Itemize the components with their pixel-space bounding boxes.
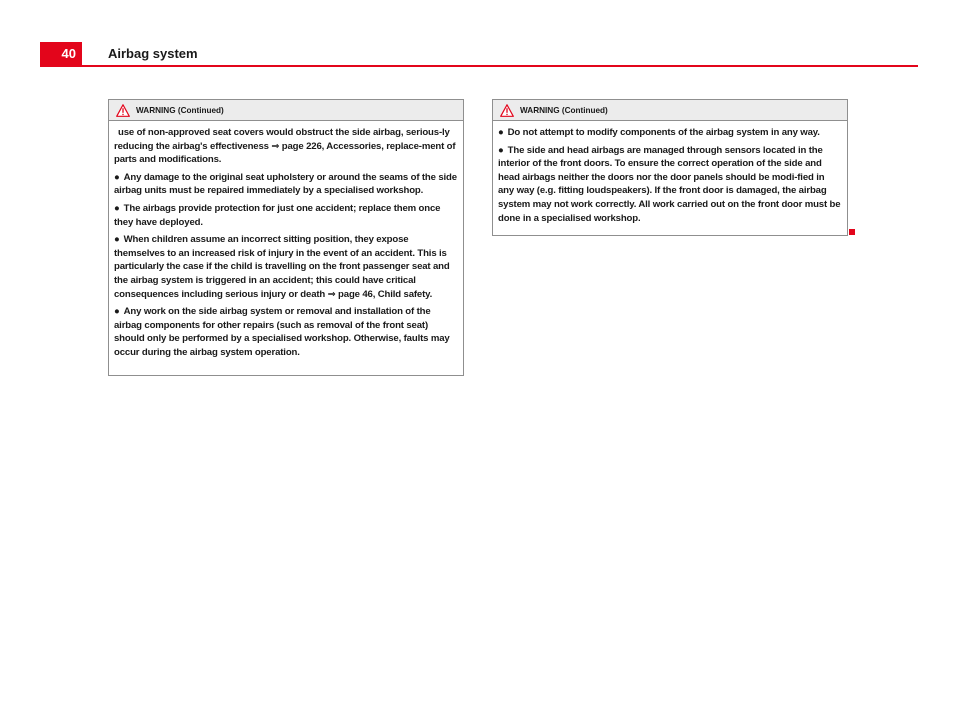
paragraph-text: The side and head airbags are managed through sensors located in the interior of the front doors. To ensure the correct operation of the side and head airbags neither the doors nor the door panels should be modi-fied in any way (e.g. fitting loudspeakers). If the front door is damaged, the airbag system may not work correctly. All work carried out on the front door must be done in a specialised workshop. (498, 144, 841, 224)
warning-paragraph (498, 144, 842, 226)
warning-paragraph (498, 126, 842, 140)
warning-header (493, 100, 847, 121)
bullet: ● (114, 234, 120, 246)
warning-box-right (492, 99, 848, 236)
bullet: ● (498, 144, 504, 156)
bullet: ● (114, 202, 120, 214)
warning-paragraph (114, 202, 458, 229)
warning-paragraph (114, 126, 458, 167)
section-title: Airbag system (108, 46, 198, 61)
bullet: ● (498, 127, 504, 138)
header-rule (40, 65, 918, 67)
paragraph-text: use of non-approved seat covers would obstruct the side airbag, serious-ly reducing the airbag's effectiveness ⇒ page 226, Accessories, replace-ment of parts and modifications. (114, 127, 456, 166)
warning-triangle-icon (500, 104, 514, 117)
warning-paragraph (114, 233, 458, 301)
bullet: ● (114, 171, 120, 183)
warning-triangle-icon (116, 104, 130, 117)
warning-body (493, 121, 847, 225)
warning-title: WARNING (Continued) (136, 105, 224, 115)
paragraph-text: The airbags provide protection for just one accident; replace them once they have deployed. (114, 202, 441, 228)
warning-header (109, 100, 463, 121)
warning-box-left (108, 99, 464, 376)
paragraph-text: Do not attempt to modify components of the airbag system in any way. (507, 127, 820, 138)
bullet: ● (114, 306, 120, 318)
section-end-mark-icon (849, 229, 855, 235)
page-number: 40 (40, 42, 82, 66)
warning-paragraph (114, 171, 458, 198)
warning-body (109, 121, 463, 360)
paragraph-text: Any work on the side airbag system or removal and installation of the airbag components for other repairs (such as removal of the front seat) should only be performed by a specialised workshop. Otherwise, faults may occur during the airbag system operation. (114, 306, 450, 358)
paragraph-text: When children assume an incorrect sitting position, they expose themselves to an increased risk of injury in the event of an accident. This is particularly the case if the child is travelling on the front passenger seat and the airbag system is triggered in an accident; this could have critical consequences including serious injury or death ⇒ page 46, Child safety. (114, 234, 450, 300)
paragraph-text: Any damage to the original seat upholstery or around the seams of the side airbag units must be repaired immediately by a specialised workshop. (114, 171, 457, 197)
warning-title: WARNING (Continued) (520, 105, 608, 115)
page-header (40, 42, 918, 66)
warning-paragraph (114, 305, 458, 359)
